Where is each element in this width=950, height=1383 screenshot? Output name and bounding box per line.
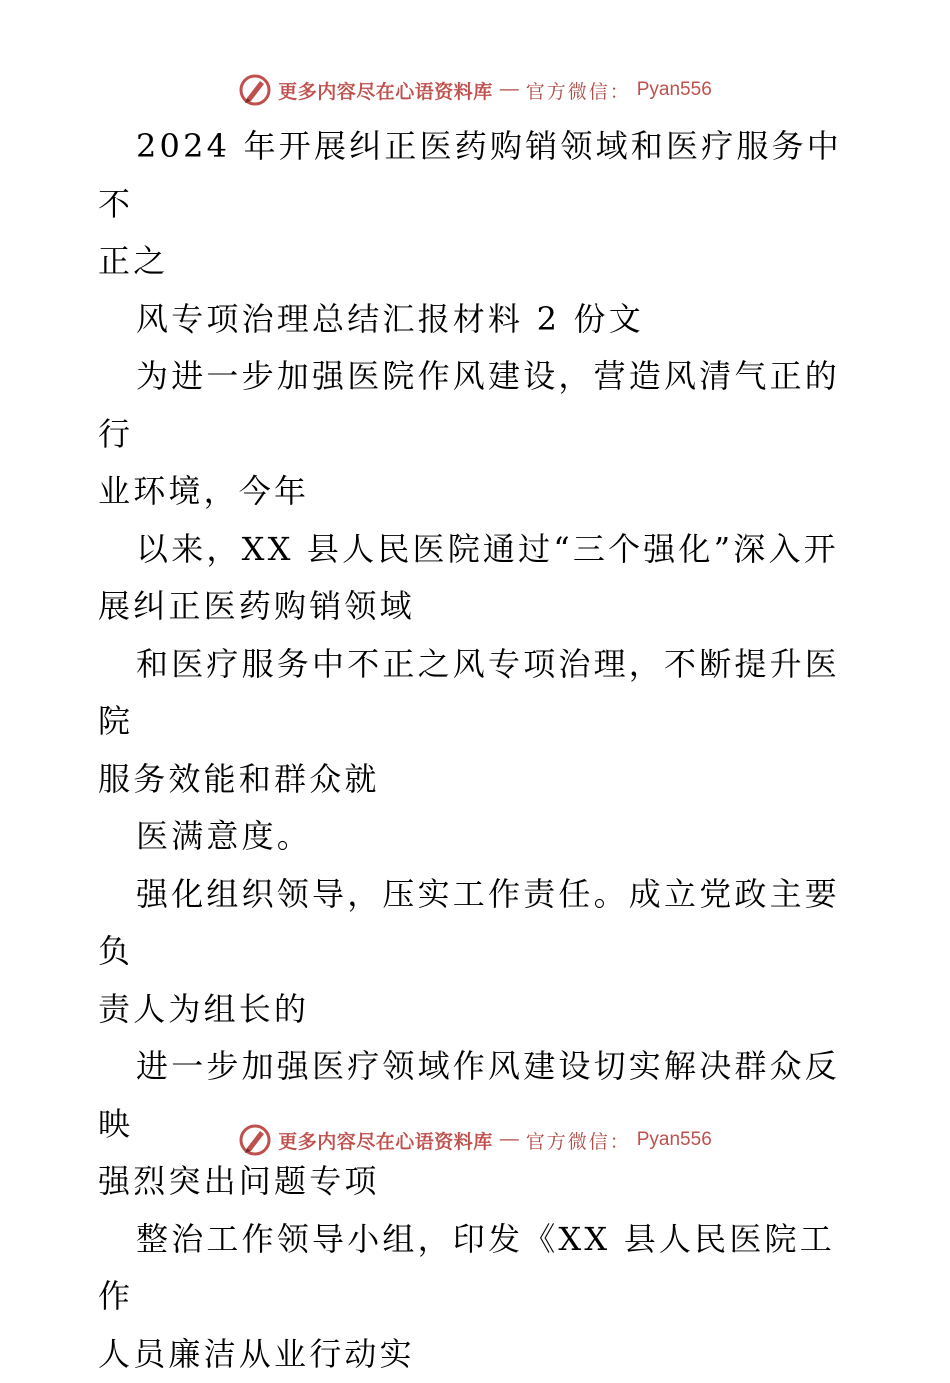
document-body [98, 118, 858, 1383]
footer-dash: — [500, 1129, 519, 1151]
line-rest: 人员廉洁从业行动实 [98, 1326, 858, 1383]
footer-banner [0, 1120, 950, 1160]
pen-logo-icon [238, 73, 272, 107]
paragraph-9 [98, 1211, 858, 1383]
line-first: 以来，XX 县人民医院通过“三个强化”深入开 [98, 521, 858, 579]
line-rest: 强烈突出问题专项 [98, 1153, 858, 1211]
paragraph-6 [98, 808, 858, 866]
paragraph-5 [98, 636, 858, 809]
footer-brand-text: 更多内容尽在心语资料库 [278, 1127, 493, 1154]
header-brand-text: 更多内容尽在心语资料库 [278, 77, 493, 104]
header-dash: — [500, 79, 519, 101]
footer-wechat-label: 官方微信： [526, 1127, 631, 1154]
line-first: 强化组织领导，压实工作责任。成立党政主要负 [98, 866, 858, 981]
line-first: 为进一步加强医院作风建设，营造风清气正的行 [98, 348, 858, 463]
line-first: 医满意度。 [98, 808, 858, 866]
header-banner [0, 70, 950, 110]
line-rest: 服务效能和群众就 [98, 751, 858, 809]
line-first: 进一步加强医疗领域作风建设切实解决群众反映 [98, 1038, 858, 1153]
line-rest: 业环境，今年 [98, 463, 858, 521]
line-rest: 展纠正医药购销领域 [98, 578, 858, 636]
header-wechat-id: Pyan556 [637, 79, 712, 101]
paragraph-1 [98, 118, 858, 291]
line-rest: 正之 [98, 233, 858, 291]
paragraph-3 [98, 348, 858, 521]
line-first: 2024 年开展纠正医药购销领域和医疗服务中不 [98, 118, 858, 233]
paragraph-2 [98, 291, 858, 349]
pen-logo-icon [238, 1123, 272, 1157]
header-wechat-label: 官方微信： [526, 77, 631, 104]
footer-wechat-id: Pyan556 [637, 1129, 712, 1151]
paragraph-4 [98, 521, 858, 636]
line-first: 和医疗服务中不正之风专项治理，不断提升医院 [98, 636, 858, 751]
line-rest: 责人为组长的 [98, 981, 858, 1039]
paragraph-7 [98, 866, 858, 1039]
line-first: 整治工作领导小组，印发《XX 县人民医院工作 [98, 1211, 858, 1326]
line-first: 风专项治理总结汇报材料 2 份文 [98, 291, 858, 349]
